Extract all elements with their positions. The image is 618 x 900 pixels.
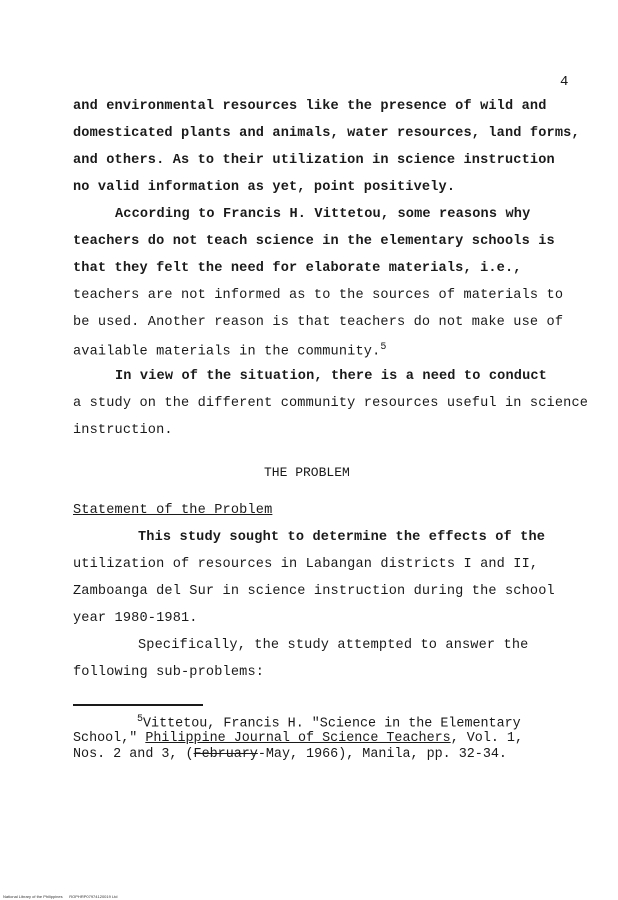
footnote-text: , Vol. 1,: [450, 731, 524, 746]
body-line: no valid information as yet, point positively.: [73, 180, 456, 195]
footnote-rule: [73, 704, 203, 706]
footnote-text: -May, 1966), Manila, pp. 32-34.: [257, 747, 507, 762]
body-line: following sub-problems:: [73, 665, 265, 680]
body-line: In view of the situation, there is a need to conduct: [115, 369, 547, 384]
body-line: and others. As to their utilization in science instruction: [73, 153, 555, 168]
section-heading: THE PROBLEM: [264, 465, 350, 480]
body-line: that they felt the need for elaborate materials, i.e.,: [73, 261, 522, 276]
footnote-line: [73, 747, 507, 762]
library-footer: National Library of the Philippines ROPHRP07974120019 Ltd: [3, 894, 118, 899]
body-line: a study on the different community resources useful in science: [73, 396, 589, 411]
footnote-text: School,": [73, 731, 146, 746]
page-number: 4: [560, 74, 569, 90]
body-line: According to Francis H. Vittetou, some reasons why: [115, 207, 531, 222]
footnote-text: Nos. 2 and 3, (: [73, 747, 194, 762]
footnote-reference: 5: [380, 342, 387, 353]
body-line-with-footnote: [73, 342, 387, 360]
body-line: Zamboanga del Sur in science instruction during the school: [73, 584, 555, 599]
footnote-line: [137, 714, 521, 731]
footnote-journal: Philippine Journal of Science Teachers: [145, 731, 451, 746]
body-line: teachers do not teach science in the elementary schools is: [73, 234, 555, 249]
body-line: This study sought to determine the effects of the: [138, 530, 546, 545]
footnote-title: "Science in the Elementary: [311, 716, 521, 732]
body-line: Specifically, the study attempted to answer the: [138, 638, 529, 653]
body-line: year 1980-1981.: [73, 611, 198, 626]
body-line: utilization of resources in Labangan districts I and II,: [73, 557, 539, 572]
footnote-mark: 5: [137, 714, 144, 725]
footnote-struck-text: February: [193, 747, 258, 762]
body-line: be used. Another reason is that teachers do not make use of: [73, 315, 564, 330]
footnote-author: Vittetou, Francis H.: [143, 716, 312, 732]
subsection-heading: Statement of the Problem: [73, 503, 273, 518]
body-line: domesticated plants and animals, water resources, land forms,: [73, 126, 580, 141]
body-text: available materials in the community.: [73, 344, 381, 360]
body-line: instruction.: [73, 423, 173, 438]
body-line: teachers are not informed as to the sources of materials to: [73, 288, 564, 303]
footnote-line: [73, 731, 523, 746]
body-line: and environmental resources like the presence of wild and: [73, 99, 547, 114]
